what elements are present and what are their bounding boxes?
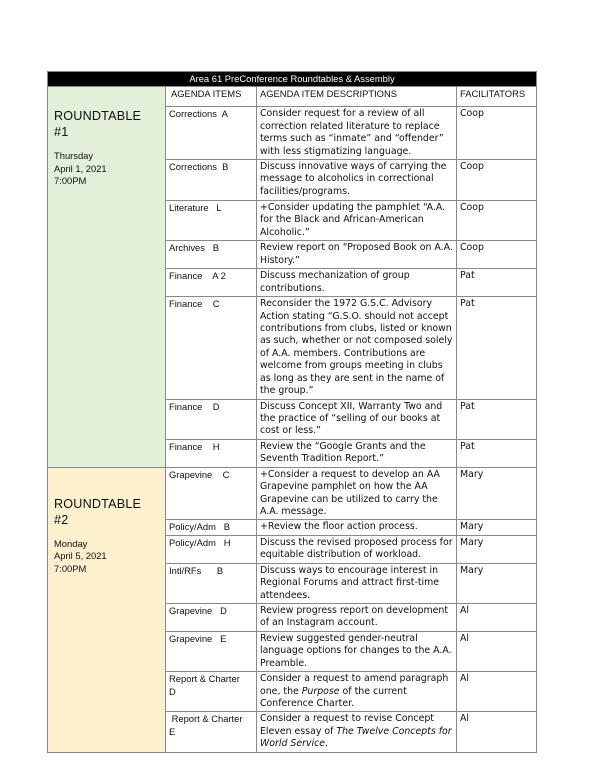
agenda-item-description: +Consider updating the pamphlet “A.A. for the Black and African-American Alcoholic.” bbox=[257, 201, 457, 241]
facilitator: Coop bbox=[457, 160, 537, 201]
table-row bbox=[48, 467, 537, 520]
facilitator: Al bbox=[457, 672, 537, 712]
agenda-item-description: Review progress report on development of an Instagram account. bbox=[257, 603, 457, 631]
facilitator: Mary bbox=[457, 467, 537, 520]
agenda-item-description: Review report on “Proposed Book on A.A. History.” bbox=[257, 241, 457, 269]
header-facilitators: FACILITATORS bbox=[457, 87, 537, 107]
agenda-item-description bbox=[257, 712, 457, 752]
agenda-item-description: Discuss mechanization of group contributions. bbox=[257, 269, 457, 297]
roundtable-date: April 1, 2021 bbox=[54, 162, 107, 174]
facilitator: Pat bbox=[457, 297, 537, 399]
agenda-item: Archives B bbox=[166, 241, 257, 269]
facilitator: Mary bbox=[457, 535, 537, 563]
agenda-item: Grapevine D bbox=[166, 603, 257, 631]
facilitator: Mary bbox=[457, 563, 537, 603]
facilitator: Al bbox=[457, 631, 537, 671]
agenda-item: Grapevine C bbox=[166, 467, 257, 520]
roundtable-date: April 5, 2021 bbox=[54, 550, 107, 562]
description-part: Consider a request to revise Concept Eleven essay of bbox=[260, 713, 434, 737]
facilitator: Mary bbox=[457, 520, 537, 535]
agenda-item-description: Review the “Google Grants and the Seventh Tradition Report.” bbox=[257, 439, 457, 467]
agenda-item-description: +Consider a request to develop an AA Grapevine pamphlet on how the AA Grapevine can be utilized to carry the A.A. message. bbox=[257, 467, 457, 520]
description-part: of the current Conference Charter. bbox=[260, 685, 407, 709]
agenda-item-description: Discuss ways to encourage interest in Regional Forums and attract first-time attendees. bbox=[257, 563, 457, 603]
roundtable-day: Monday bbox=[54, 537, 88, 549]
agenda-item: Report & Charter E bbox=[166, 712, 257, 752]
description-part: The Twelve Concepts for World Service bbox=[260, 725, 452, 750]
agenda-item-description: Review suggested gender-neutral language options for changes to the A.A. Preamble. bbox=[257, 631, 457, 671]
roundtable-day: Thursday bbox=[54, 150, 94, 162]
facilitator: Coop bbox=[457, 201, 537, 241]
agenda-item: Corrections A bbox=[166, 107, 257, 160]
agenda-item-description: +Review the floor action process. bbox=[257, 520, 457, 535]
facilitator: Al bbox=[457, 603, 537, 631]
agenda-item: Literature L bbox=[166, 201, 257, 241]
description-part: Consider a request to amend paragraph one, the bbox=[260, 673, 449, 697]
roundtable-time: 7:00PM bbox=[54, 562, 87, 574]
agenda-item-description: Discuss innovative ways of carrying the message to alcoholics in correctional facilities/programs. bbox=[257, 160, 457, 201]
header-row bbox=[48, 87, 537, 107]
agenda-table bbox=[47, 71, 537, 753]
agenda-item: Finance C bbox=[166, 297, 257, 399]
agenda-item-description bbox=[257, 672, 457, 712]
roundtable-2-cell bbox=[48, 467, 166, 752]
facilitator: Al bbox=[457, 712, 537, 752]
description-part: Purpose bbox=[301, 685, 340, 697]
facilitator: Pat bbox=[457, 269, 537, 297]
agenda-item-description: Reconsider the 1972 G.S.C. Advisory Action stating “G.S.O. should not accept contributions from clubs, listed or known as such, whether or not composed solely of A.A. members. Contributions are welcome from groups meeting in clubs as long as they are sent in the name of the group.” bbox=[257, 297, 457, 399]
facilitator: Coop bbox=[457, 241, 537, 269]
roundtable-time: 7:00PM bbox=[54, 175, 87, 187]
facilitator: Coop bbox=[457, 107, 537, 160]
agenda-item: Corrections B bbox=[166, 160, 257, 201]
roundtable-title: ROUNDTABLE #2 bbox=[54, 496, 142, 527]
table-title-row bbox=[48, 72, 537, 87]
description-part: . bbox=[325, 738, 329, 750]
agenda-item: Finance H bbox=[166, 439, 257, 467]
agenda-item: Policy/Adm H bbox=[166, 535, 257, 563]
agenda-item-description: Discuss Concept XII, Warranty Two and the practice of “selling of our books at cost or less.” bbox=[257, 399, 457, 439]
header-agenda-descriptions: AGENDA ITEM DESCRIPTIONS bbox=[257, 87, 457, 107]
roundtable-1-cell bbox=[48, 87, 166, 467]
agenda-item: Finance D bbox=[166, 399, 257, 439]
agenda-item-description: Consider request for a review of all correction related literature to replace terms such as “inmate” and “offender” with less stigmatizing language. bbox=[257, 107, 457, 160]
agenda-item: Intl/RFs B bbox=[166, 563, 257, 603]
header-agenda-items: AGENDA ITEMS bbox=[166, 87, 257, 107]
facilitator: Pat bbox=[457, 399, 537, 439]
agenda-item: Finance A 2 bbox=[166, 269, 257, 297]
agenda-item-description: Discuss the revised proposed process for equitable distribution of workload. bbox=[257, 535, 457, 563]
agenda-item: Policy/Adm B bbox=[166, 520, 257, 535]
agenda-item: Report & Charter D bbox=[166, 672, 257, 712]
facilitator: Pat bbox=[457, 439, 537, 467]
roundtable-title: ROUNDTABLE #1 bbox=[54, 109, 142, 140]
table-title: Area 61 PreConference Roundtables & Assembly bbox=[48, 72, 537, 87]
agenda-item: Grapevine E bbox=[166, 631, 257, 671]
